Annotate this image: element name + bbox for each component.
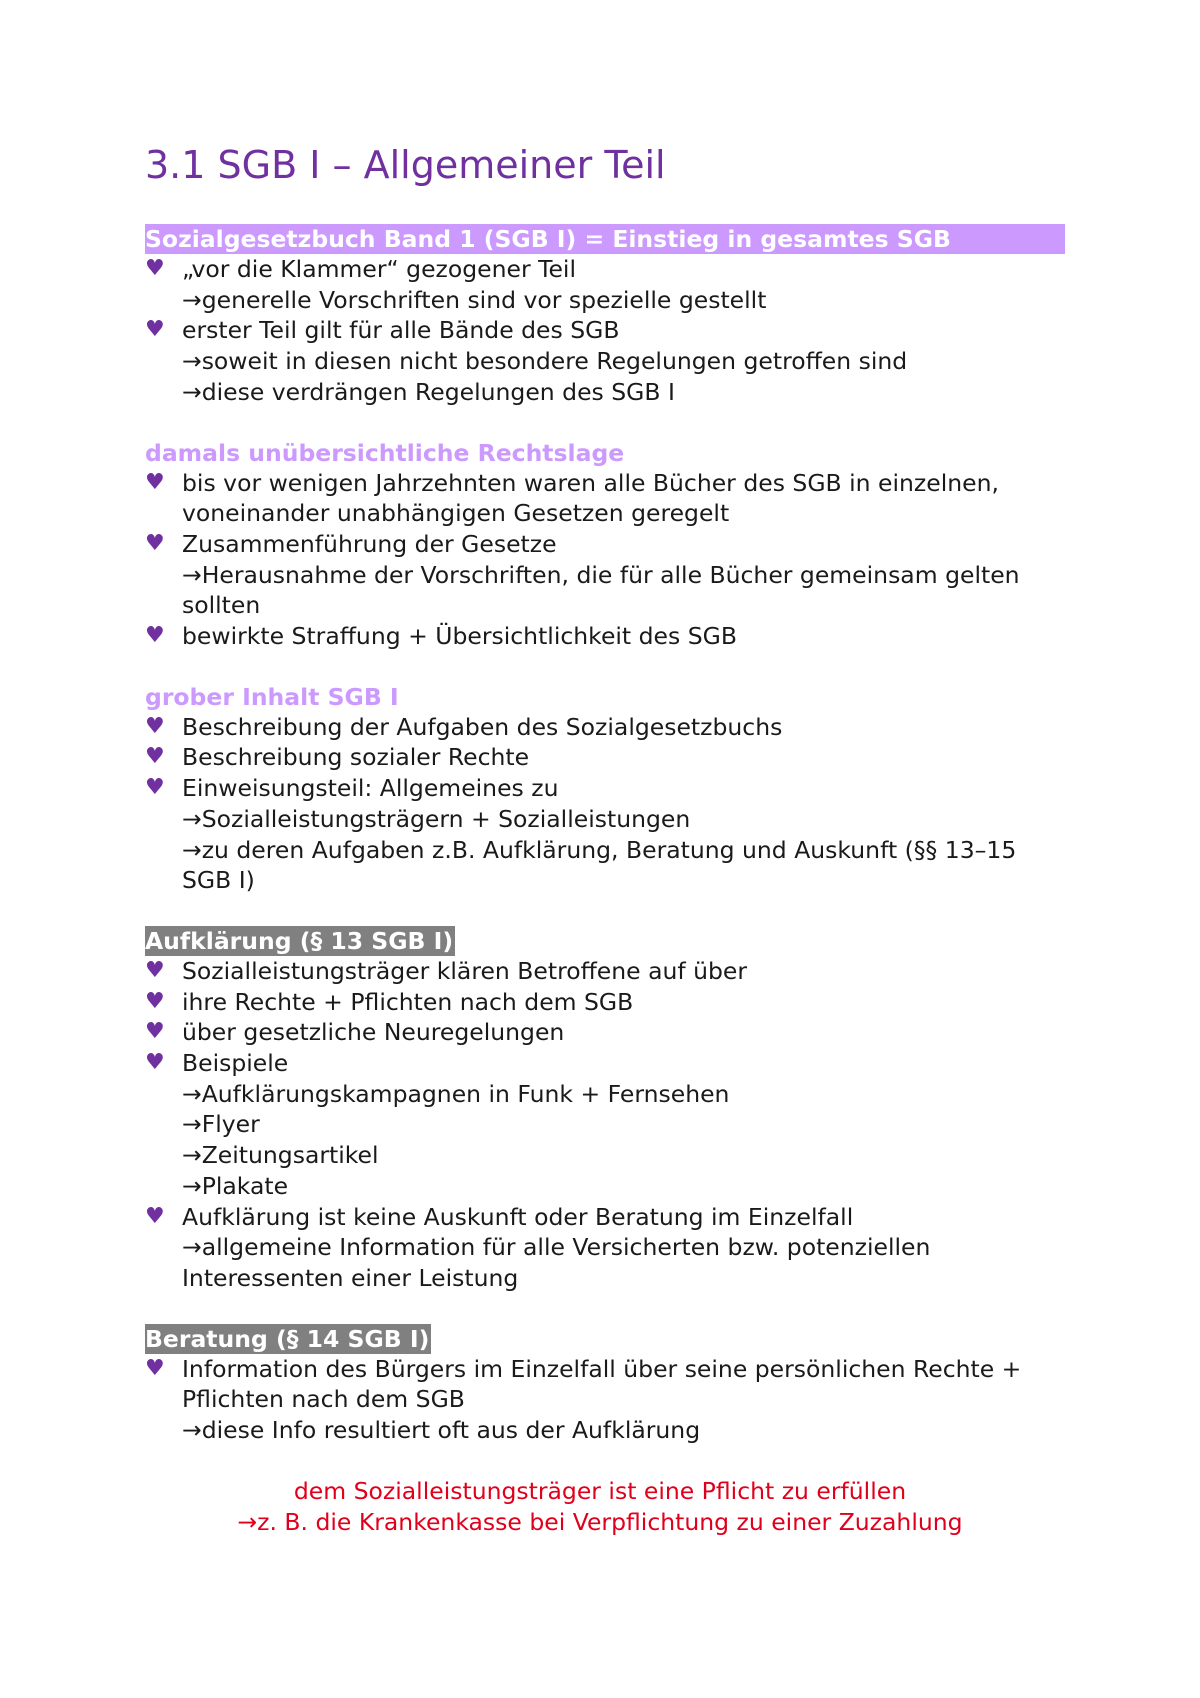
item-text: Beispiele [182, 1049, 289, 1078]
section-heading: Beratung (§ 14 SGB I) [145, 1324, 430, 1353]
heart-bullet-icon: ♥ [145, 530, 165, 556]
bullet-list [145, 254, 1065, 408]
item-subline: →zu deren Aufgaben z.B. Aufklärung, Beratung und Auskunft (§§ 13–15 [182, 835, 1017, 864]
item-text: „vor die Klammer“ gezogener Teil [182, 255, 576, 283]
item-subline: →Zeitungsartikel [182, 1141, 379, 1170]
section-aufklaerung [145, 926, 1065, 1294]
item-subline: voneinander unabhängigen Gesetzen geregelt [182, 499, 730, 528]
item-subline: →Flyer [182, 1110, 260, 1139]
item-subline: →generelle Vorschriften sind vor spezielle gestellt [182, 285, 767, 314]
item-text: Einweisungsteil: Allgemeines zu [182, 774, 559, 803]
item-subline: Interessenten einer Leistung [182, 1263, 519, 1292]
list-item [145, 1017, 1065, 1048]
item-text: Beschreibung sozialer Rechte [182, 743, 530, 772]
note-line: dem Sozialleistungsträger ist eine Pflicht zu erfüllen [293, 1476, 907, 1505]
item-text: erster Teil gilt für alle Bände des SGB [182, 316, 620, 345]
list-item [145, 254, 1065, 315]
item-text: Zusammenführung der Gesetze [182, 529, 557, 558]
item-text: Sozialleistungsträger klären Betroffene auf über [182, 956, 748, 985]
item-subline: →diese verdrängen Regelungen des SGB I [182, 377, 675, 406]
item-subline: SGB I) [182, 866, 255, 895]
bullet-list [145, 1354, 1065, 1446]
list-item [145, 773, 1065, 896]
item-text: Information des Bürgers im Einzelfall über seine persönlichen Rechte + [182, 1354, 1022, 1383]
item-subline: →Herausnahme der Vorschriften, die für alle Bücher gemeinsam gelten [182, 560, 1020, 589]
item-subline: →diese Info resultiert oft aus der Aufklärung [182, 1416, 701, 1445]
item-subline: →allgemeine Information für alle Versicherten bzw. potenziellen [182, 1233, 931, 1262]
list-item [145, 315, 1065, 407]
list-item [145, 621, 1065, 652]
bullet-list [145, 956, 1065, 1294]
list-item [145, 1202, 1065, 1294]
heart-bullet-icon: ♥ [145, 623, 165, 649]
heart-bullet-icon: ♥ [145, 256, 165, 281]
document-page [145, 140, 1065, 1537]
section-heading: Sozialgesetzbuch Band 1 (SGB I) = Einstieg in gesamtes SGB [145, 224, 1065, 254]
item-text: bis vor wenigen Jahrzehnten waren alle Bücher des SGB in einzelnen, [182, 468, 999, 497]
page-title: 3.1 SGB I – Allgemeiner Teil [145, 143, 666, 187]
section-grober-inhalt [145, 682, 1065, 896]
heart-bullet-icon: ♥ [145, 988, 165, 1014]
item-text: ihre Rechte + Pflichten nach dem SGB [182, 987, 634, 1016]
heart-bullet-icon: ♥ [145, 317, 165, 343]
item-subline: →Sozialleistungsträgern + Sozialleistungen [182, 804, 691, 833]
heart-bullet-icon: ♥ [145, 1019, 165, 1045]
list-item [145, 529, 1065, 621]
heart-bullet-icon: ♥ [145, 1203, 165, 1229]
section-rechtslage [145, 438, 1065, 652]
heart-bullet-icon: ♥ [145, 775, 165, 801]
section-heading: grober Inhalt SGB I [145, 682, 399, 711]
bullet-list [145, 468, 1065, 652]
section-heading: damals unübersichtliche Rechtslage [145, 438, 625, 467]
list-item [145, 468, 1065, 529]
list-item [145, 1354, 1065, 1446]
item-subline: →Plakate [182, 1171, 289, 1200]
item-subline: Pflichten nach dem SGB [182, 1385, 465, 1414]
list-item [145, 1048, 1065, 1202]
section-heading: Aufklärung (§ 13 SGB I) [145, 926, 454, 955]
heart-bullet-icon: ♥ [145, 469, 165, 495]
section-beratung [145, 1324, 1065, 1446]
heart-bullet-icon: ♥ [145, 1355, 165, 1381]
list-item [145, 956, 1065, 987]
section-sgb-band-1 [145, 224, 1065, 408]
item-subline: →Aufklärungskampagnen in Funk + Fernsehen [182, 1079, 730, 1108]
heart-bullet-icon: ♥ [145, 744, 165, 770]
heart-bullet-icon: ♥ [145, 713, 165, 739]
bullet-list [145, 712, 1065, 896]
heart-bullet-icon: ♥ [145, 957, 165, 983]
list-item [145, 742, 1065, 773]
item-text: bewirkte Straffung + Übersichtlichkeit des SGB [182, 622, 737, 651]
list-item [145, 987, 1065, 1018]
list-item [145, 712, 1065, 743]
item-text: Aufklärung ist keine Auskunft oder Beratung im Einzelfall [182, 1202, 854, 1231]
item-subline: →soweit in diesen nicht besondere Regelungen getroffen sind [182, 347, 908, 376]
heart-bullet-icon: ♥ [145, 1050, 165, 1076]
item-text: über gesetzliche Neuregelungen [182, 1018, 565, 1047]
item-text: Beschreibung der Aufgaben des Sozialgesetzbuchs [182, 712, 783, 741]
note-line: →z. B. die Krankenkasse bei Verpflichtung zu einer Zuzahlung [237, 1507, 963, 1536]
item-subline: sollten [182, 591, 261, 620]
highlight-note [0, 1476, 1200, 1537]
